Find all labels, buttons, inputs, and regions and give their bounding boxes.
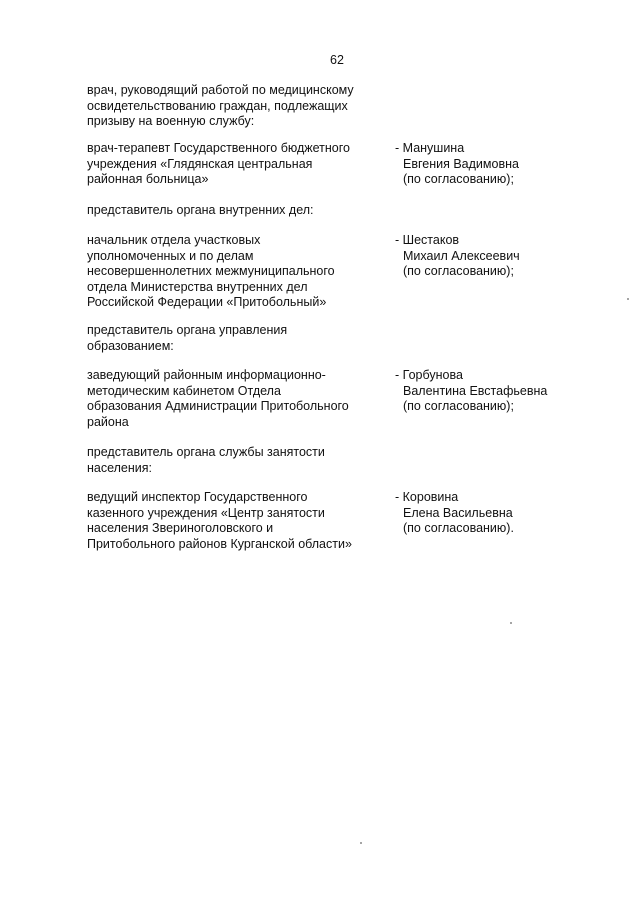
label-line: врач, руководящий работой по медицинскому <box>87 83 354 97</box>
member-position <box>87 141 382 188</box>
scan-speck <box>510 622 512 624</box>
member-position <box>87 490 382 552</box>
page-number: 62 <box>330 53 344 67</box>
scan-speck <box>627 298 629 300</box>
position-line: населения Звериноголовского и <box>87 521 274 536</box>
person-given-names: Михаил Алексеевич <box>403 248 520 263</box>
person-surname: - Горбунова <box>395 368 463 382</box>
position-line: несовершеннолетних межмуниципального <box>87 264 335 279</box>
person-note: (по согласованию); <box>403 172 514 187</box>
position-line: образования Администрации Притобольного <box>87 399 349 414</box>
label-line: освидетельствованию граждан, подлежащих <box>87 98 348 113</box>
scan-speck <box>360 842 362 844</box>
position-line: учреждения «Глядянская центральная <box>87 156 313 171</box>
label-line: призыву на военную службу: <box>87 114 255 129</box>
position-line: врач-терапевт Государственного бюджетного <box>87 141 351 155</box>
person-given-names: Валентина Евстафьевна <box>403 383 548 398</box>
position-line: районная больница» <box>87 172 209 187</box>
member-name <box>395 490 595 537</box>
member-name <box>395 233 595 280</box>
position-line: начальник отдела участковых <box>87 233 261 247</box>
position-line: уполномоченных и по делам <box>87 248 254 263</box>
member-name <box>395 141 595 188</box>
section-label-employment <box>87 445 387 476</box>
label-line: населения: <box>87 460 153 475</box>
section-label-education <box>87 323 387 354</box>
person-surname: - Коровина <box>395 490 459 504</box>
position-line: Притобольного районов Курганской области» <box>87 536 352 551</box>
section-label-internal-affairs <box>87 203 387 219</box>
position-line: казенного учреждения «Центр занятости <box>87 505 325 520</box>
member-name <box>395 368 595 415</box>
label-line: представитель органа внутренних дел: <box>87 203 314 217</box>
person-note: (по согласованию); <box>403 399 514 414</box>
position-line: отдела Министерства внутренних дел <box>87 279 308 294</box>
member-position <box>87 233 382 311</box>
person-surname: - Шестаков <box>395 233 460 247</box>
position-line: ведущий инспектор Государственного <box>87 490 308 504</box>
person-note: (по согласованию); <box>403 264 514 279</box>
position-line: Российской Федерации «Притобольный» <box>87 295 327 310</box>
member-position <box>87 368 382 430</box>
person-given-names: Елена Васильевна <box>403 505 513 520</box>
section-label-medical <box>87 83 387 130</box>
label-line: представитель органа службы занятости <box>87 445 325 459</box>
position-line: района <box>87 414 129 429</box>
person-given-names: Евгения Вадимовна <box>403 156 519 171</box>
label-line: представитель органа управления <box>87 323 288 337</box>
person-surname: - Манушина <box>395 141 465 155</box>
position-line: методическим кабинетом Отдела <box>87 383 281 398</box>
position-line: заведующий районным информационно- <box>87 368 326 382</box>
person-note: (по согласованию). <box>403 521 514 536</box>
label-line: образованием: <box>87 338 174 353</box>
